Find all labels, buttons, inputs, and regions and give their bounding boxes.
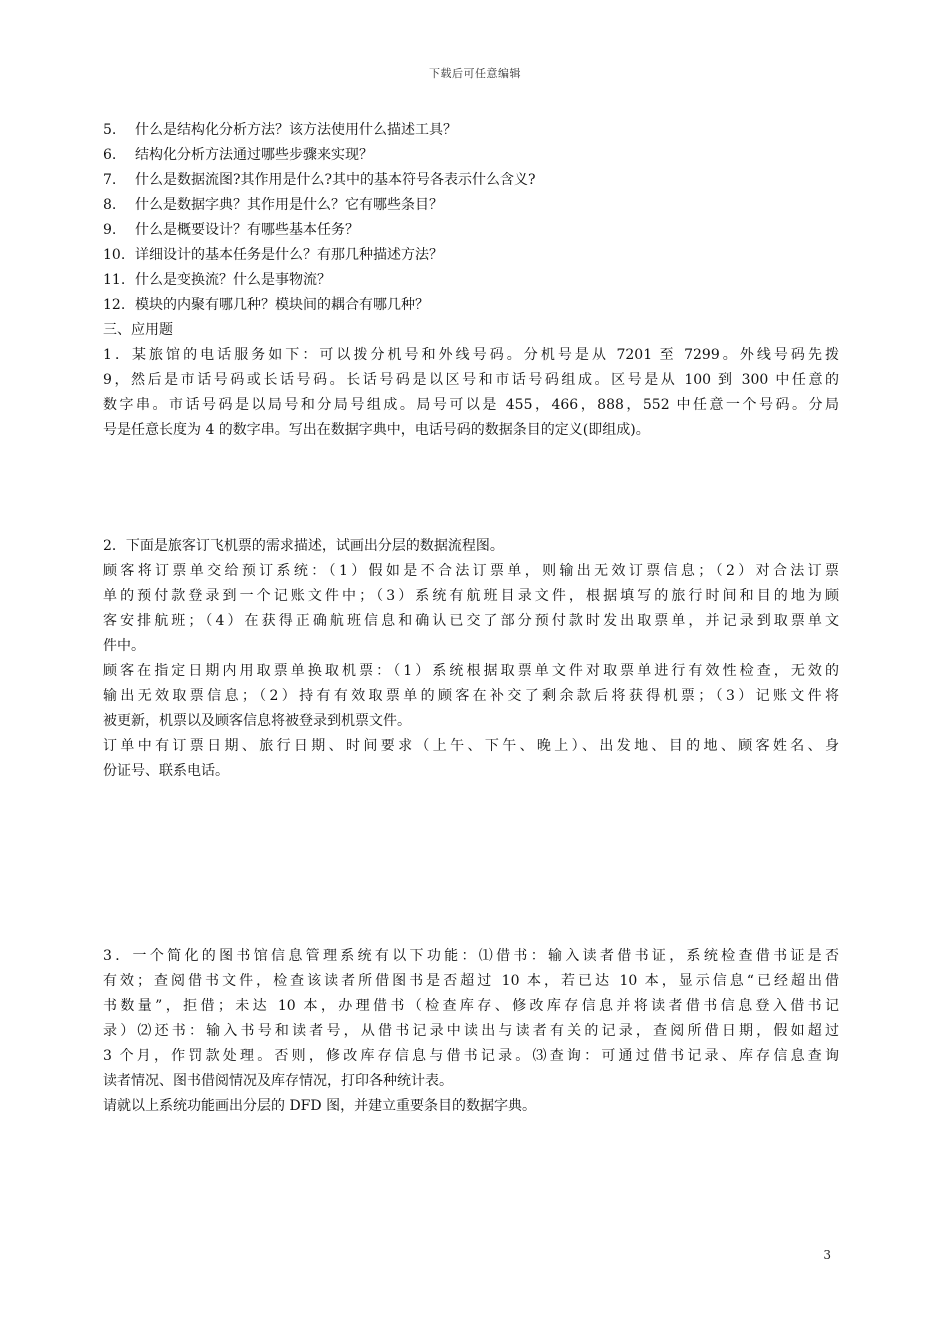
question-text: 什么是数据流图?其作用是什么?其中的基本符号各表示什么含义? [135,172,536,188]
problem-3-line: 3 个月，作罚款处理。否则，修改库存信息与借书记录。⑶查询：可通过借书记录、库存信息查询 [103,1048,839,1064]
question-text: 模块的内聚有哪几种？模块间的耦合有哪几种？ [135,297,429,313]
answer-space [103,443,839,534]
question-number: 5. [103,122,117,138]
problem-3-line: 请就以上系统功能画出分层的 DFD 图，并建立重要条目的数据字典。 [103,1098,537,1114]
question-item [103,293,839,318]
problem-2 [103,534,839,784]
question-item [103,218,839,243]
question-text: 结构化分析方法通过哪些步骤来实现？ [135,147,373,163]
problem-2-line: 顾客将订票单交给预订系统：（1）假如是不合法订票单，则输出无效订票信息；（2）对合法订票 [103,563,839,579]
problem-3-line: 书数量”，拒借；未达 10 本，办理借书（检查库存、修改库存信息并将读者借书信息登入借书记 [103,998,839,1014]
question-item [103,193,839,218]
question-number: 12. [103,297,126,313]
problem-2-line: 订单中有订票日期、旅行日期、时间要求（上午、下午、晚上）、出发地、目的地、顾客姓名、身 [103,738,839,754]
page-number: 3 [823,1248,831,1262]
problem-3-line: 读者情况、图书借阅情况及库存情况，打印各种统计表。 [103,1073,453,1089]
problem-1-line: 号是任意长度为 4 的数字串。写出在数据字典中，电话号码的数据条目的定义(即组成)。 [103,422,650,438]
problem-3-line: 3．一个简化的图书馆信息管理系统有以下功能：⑴借书：输入读者借书证，系统检查借书证是否 [103,948,839,964]
question-number: 6. [103,147,117,163]
question-text: 什么是数据字典？其作用是什么？它有哪些条目？ [135,197,443,213]
problem-2-line: 客安排航班；（4）在获得正确航班信息和确认已交了部分预付款时发出取票单，并记录到取票单文 [103,613,839,629]
question-number: 7. [103,172,117,188]
question-item [103,118,839,143]
question-number: 11. [103,272,126,288]
problem-2-line: 输出无效取票信息；（2）持有有效取票单的顾客在补交了剩余款后将获得机票；（3）记账文件将 [103,688,839,704]
page-content [103,118,839,1119]
problem-1-line: 9，然后是市话号码或长话号码。长话号码是以区号和市话号码组成。区号是从 100 到 300 中任意的 [103,372,839,388]
problem-2-line: 件中。 [103,638,145,654]
problem-3-line: 有效；查阅借书文件，检查该读者所借图书是否超过 10 本，若已达 10 本，显示信息“已经超出借 [103,973,839,989]
question-item [103,268,839,293]
question-number: 10. [103,247,126,263]
question-text: 什么是变换流？什么是事物流？ [135,272,331,288]
problem-2-line: 2．下面是旅客订飞机票的需求描述，试画出分层的数据流程图。 [103,538,504,554]
question-text: 什么是概要设计？有哪些基本任务？ [135,222,359,238]
problem-1-line: 1．某旅馆的电话服务如下：可以拨分机号和外线号码。分机号是从 7201 至 7299。外线号码先拨 [103,347,839,363]
problem-2-line: 顾客在指定日期内用取票单换取机票：（1）系统根据取票单文件对取票单进行有效性检查，无效的 [103,663,839,679]
page-header: 下载后可任意编辑 [429,67,521,80]
problem-1-line: 数字串。市话号码是以局号和分局号组成。局号可以是 455，466，888，552 中任意一个号码。分局 [103,397,839,413]
problem-2-line: 份证号、联系电话。 [103,763,229,779]
question-text: 详细设计的基本任务是什么？有那几种描述方法？ [135,247,443,263]
question-number: 8. [103,197,117,213]
problem-2-line: 被更新，机票以及顾客信息将被登录到机票文件。 [103,713,411,729]
answer-space [103,784,839,944]
section-title: 三、应用题 [103,322,173,338]
question-list [103,118,839,318]
question-item [103,168,839,193]
question-text: 什么是结构化分析方法？该方法使用什么描述工具？ [135,122,457,138]
question-item [103,243,839,268]
problem-2-line: 单的预付款登录到一个记账文件中；（3）系统有航班目录文件，根据填写的旅行时间和目的地为顾 [103,588,839,604]
question-number: 9. [103,222,117,238]
problem-1 [103,343,839,443]
problem-3 [103,944,839,1119]
question-item [103,143,839,168]
problem-3-line: 录）⑵还书：输入书号和读者号，从借书记录中读出与读者有关的记录，查阅所借日期，假如超过 [103,1023,839,1039]
